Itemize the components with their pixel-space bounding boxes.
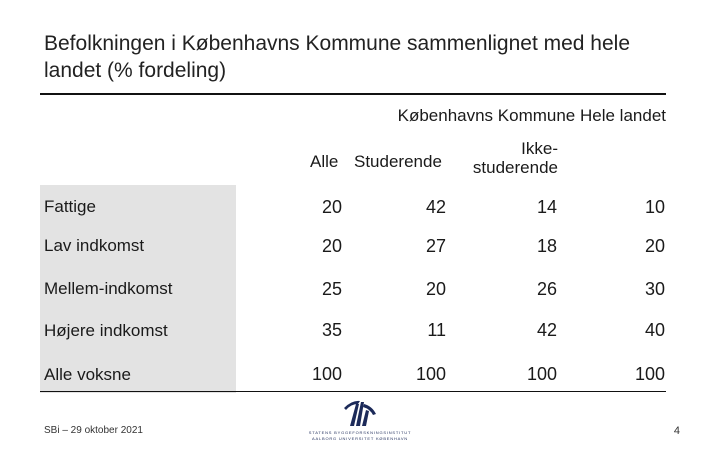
- row-label-alle-voksne: Alle voksne: [44, 365, 131, 384]
- table-cell: 20: [321, 236, 342, 256]
- table-cell: 10: [644, 197, 665, 217]
- logo-line-2: AALBORG UNIVERSITET KØBENHAVN: [312, 436, 408, 441]
- row-label-fattige: Fattige: [44, 197, 96, 216]
- page-number: 4: [673, 425, 680, 437]
- bottom-rule: [40, 391, 666, 392]
- column-header-ikke-line2: studerende: [472, 158, 558, 177]
- table-cell: 26: [536, 279, 557, 299]
- table-cell: 42: [536, 320, 557, 340]
- footer-source: SBi – 29 oktober 2021: [44, 425, 143, 436]
- table-cell: 20: [644, 236, 665, 256]
- row-label-lav-indkomst: Lav indkomst: [44, 236, 145, 255]
- column-header-studerende: Studerende: [354, 152, 442, 171]
- table-cell: 35: [321, 320, 342, 340]
- table-cell: 20: [425, 279, 446, 299]
- sbi-emblem-icon: [300, 398, 420, 428]
- logo-line-1: STATENS BYGGEFORSKNINGSINSTITUT: [308, 430, 412, 435]
- table-cell: 100: [415, 364, 446, 384]
- table-cell: 11: [427, 320, 446, 340]
- row-label-hoejere-indkomst: Højere indkomst: [44, 321, 168, 340]
- column-header-ikke-studerende: [456, 139, 558, 177]
- column-header-ikke-line1: Ikke-: [521, 139, 558, 158]
- table-cell: 14: [536, 197, 557, 217]
- table-cell: 42: [425, 197, 446, 217]
- table-cell: 40: [644, 320, 665, 340]
- table-cell: 100: [311, 364, 342, 384]
- sbi-logo: [300, 398, 430, 444]
- table-cell: 25: [321, 279, 342, 299]
- table-cell: 30: [644, 279, 665, 299]
- column-group-header: Københavns Kommune Hele landet: [397, 106, 666, 125]
- table-cell: 100: [526, 364, 557, 384]
- table-cell: 18: [536, 236, 557, 256]
- table-cell: 20: [321, 197, 342, 217]
- table-cell: 27: [425, 236, 446, 256]
- slide-title: Befolkningen i Københavns Kommune sammenlignet med hele landet (% fordeling): [44, 32, 631, 82]
- table-cell: 100: [634, 364, 665, 384]
- row-label-mellem-indkomst: Mellem-indkomst: [44, 279, 173, 298]
- top-rule: [40, 93, 666, 95]
- column-header-alle: Alle: [310, 152, 339, 171]
